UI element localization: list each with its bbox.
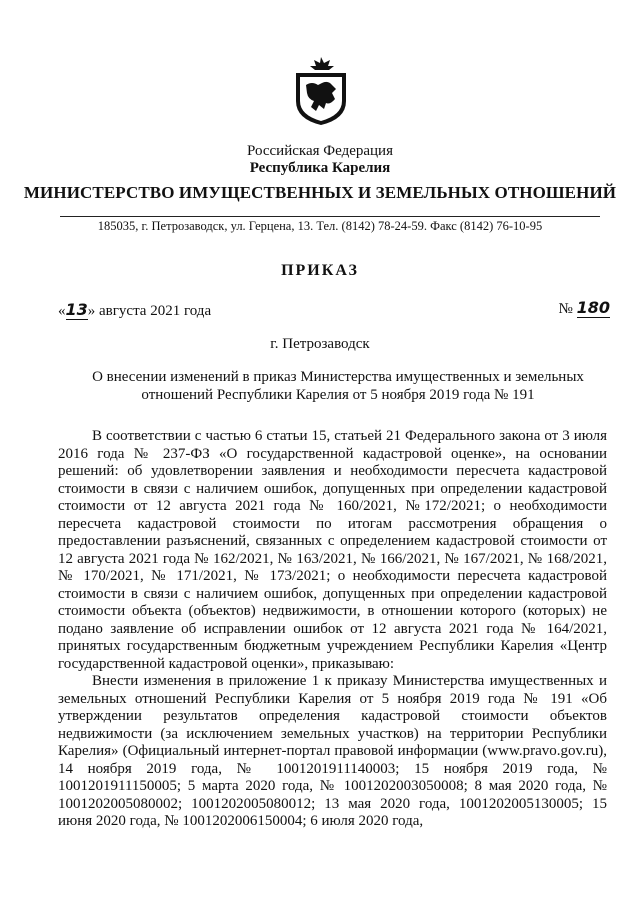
- coat-of-arms-emblem: [292, 55, 350, 127]
- ministry-address: 185035, г. Петрозаводск, ул. Герцена, 13. Тел. (8142) 78-24-59. Факс (8142) 76-10-95: [97, 219, 543, 233]
- date-month-year: » августа 2021 года: [87, 303, 212, 319]
- city-name: г. Петрозаводск: [270, 336, 370, 352]
- order-date: [58, 300, 211, 320]
- ministry-name: МИНИСТЕРСТВО ИМУЩЕСТВЕННЫХ И ЗЕМЕЛЬНЫХ ОТНОШЕНИЙ: [23, 183, 617, 202]
- date-open-quote: «: [58, 303, 66, 319]
- order-subject: О внесении изменений в приказ Министерства имущественных и земельных отношений Республики Карелия от 5 ноября 2019 года № 191: [92, 369, 584, 403]
- header-divider: [60, 216, 600, 217]
- order-number: [559, 298, 610, 318]
- document-title: ПРИКАЗ: [281, 262, 359, 279]
- date-day-handwritten: 13: [65, 300, 88, 319]
- body-paragraph-1: В соответствии с частью 6 статьи 15, статьей 21 Федерального закона от 3 июля 2016 года № 237-ФЗ «О государственной кадастровой оценке», на основании решений: об удовлетворении заявления и необходимости пересчета кадастровой стоимости в связи с наличием ошибок, допущенных при определении кадастровой стоимости от 12 августа 2021 года № 160/2021, №172/2021; о необходимости пересчета кадастровой стоимости по итогам рассмотрения обращения о предоставлении разъяснений, связанных с определением кадастровой стоимости от 12 августа 2021 года № 162/2021, № 163/2021, № 166/2021, № 167/2021, № 168/2021, № 170/2021, № 171/2021, № 173/2021; о необходимости пересчета кадастровой стоимости в связи с наличием ошибок, допущенных при определении кадастровой стоимости объекта (объектов) недвижимости, в отношении которого (которых) не подано заявление об исправлении ошибок от 12 августа 2021 года № 164/2021, принятых государственным бюджетным учреждением Республики Карелия «Центр государственной кадастровой оценки», приказываю:: [58, 428, 607, 672]
- document-body: [58, 428, 607, 831]
- republic-name: Республика Карелия: [249, 160, 391, 176]
- body-paragraph-2: Внести изменения в приложение 1 к приказу Министерства имущественных и земельных отношений Республики Карелия от 5 ноября 2019 года № 191 «Об утверждении результатов определения кадастровой стоимости объектов недвижимости (за исключением земельных участков) на территории Республики Карелия» (Официальный интернет-портал правовой информации (www.pravo.gov.ru), 14 ноября 2019 года, № 1001201911140003; 15 ноября 2019 года, № 1001201911150005; 5 марта 2020 года, № 1001202003050008; 8 мая 2020 года, № 1001202005080002; 1001202005080012; 13 мая 2020 года, 1001202005130005; 15 июня 2020 года, № 1001202006150004; 6 июля 2020 года,: [58, 673, 607, 829]
- country-name: Российская Федерация: [247, 143, 393, 159]
- number-prefix: №: [558, 301, 573, 317]
- bear-emblem-icon: [292, 55, 350, 127]
- number-handwritten: 180: [576, 298, 610, 317]
